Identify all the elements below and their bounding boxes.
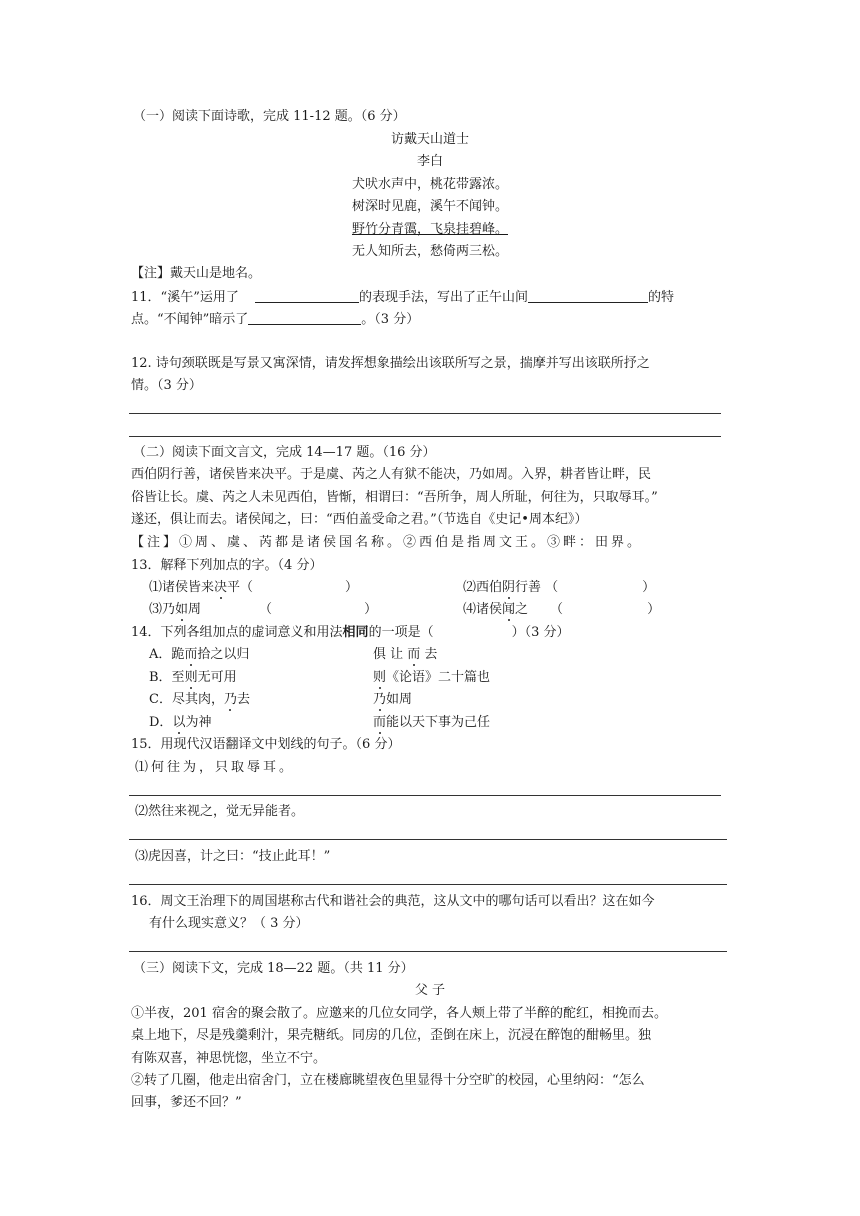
question-13-title: 13．解释下列加点的字。（4 分） [131,558,323,573]
section-one-heading: （一）阅读下面诗歌，完成 11-12 题。（6 分） [133,109,406,124]
q15-sentence-2: ⑵然往来视之，觉无异能者。 [135,804,305,819]
q13-text: ⑷诸侯 [463,602,503,617]
q11-text: 的特 [648,290,675,305]
q11-text: 。（3 分） [361,312,420,327]
question-12-line1: 12. 诗句颈联既是写景又寓深情，请发挥想象描绘出该联所写之景，揣摩并写出该联所抒之 [131,356,650,371]
answer-blank[interactable] [248,310,361,325]
question-12-line2: 情。（3 分） [131,378,202,393]
q13-text: （ [259,602,273,617]
question-15-title: 15．用现代汉语翻译文中划线的句子。（6 分） [131,737,401,752]
answer-blank[interactable] [528,288,648,303]
q14-text: 如周 [386,692,413,707]
q14-text: 去 [236,692,250,707]
q14-text: ）（3 分） [511,625,570,640]
passage-line: 桌上地下，尽是残羹剩汁，果壳糖纸。同房的几位，歪倒在床上，沉浸在醉饱的酣畅里。独 [131,1028,652,1043]
q13-text: 之 [515,602,529,617]
q14-text: 能以天下事为己任 [386,715,491,730]
q13-text: ） [647,602,661,617]
section-three-heading: （三）阅读下文，完成 18—22 题。（共 11 分） [133,961,414,976]
dotted-char: 而 [184,647,198,662]
dotted-char: 闻 [502,602,516,617]
passage-note: 【注】①周、虞、芮都是诸侯国名称。②西伯是指周文王。③畔：田界。 [131,535,644,550]
passage-line: 俗皆让长。虞、芮之人未见西伯，皆惭，相谓曰：“吾所争，周人所耻，何往为，只取辱耳。” [131,490,658,505]
question-11-line2 [131,310,419,329]
q14-option-a-pair [373,646,437,664]
q13-item-2 [463,579,655,597]
q13-text: ⑶乃 [149,602,176,617]
dotted-char: 乃 [223,692,237,707]
passage-line: 遂还，俱让而去。诸侯闻之，曰：“西伯盖受命之君。”（节选自《史记•周本纪》） [131,512,588,527]
q14-emphasis: 相同 [342,625,369,640]
q13-text: 周 [188,602,202,617]
q14-option-d-pair [373,714,490,732]
dotted-char: 乃 [373,692,387,707]
q11-text: 11．“溪午”运用了 [131,290,239,305]
q15-sentence-3: ⑶虎因喜，计之曰：“技止此耳！” [135,849,331,864]
q13-text: ） [642,580,656,595]
q14-option-c-pair [373,691,412,709]
answer-line[interactable] [129,795,721,796]
q14-text: 《论语》二十篇也 [386,670,491,685]
q13-text: ⑴诸侯皆来 [149,580,215,595]
q14-text: 的一项是（ [368,625,434,640]
section-two-heading: （二）阅读下面文言文，完成 14—17 题。（16 分） [133,445,436,460]
q14-option-c [149,691,250,709]
dotted-char: 而 [407,647,421,662]
q14-text: 14．下列各组加点的虚词意义和用法 [131,625,343,640]
dotted-char: 如 [175,602,189,617]
q13-text: 行善 （ [515,580,559,595]
q14-option-a [149,646,249,664]
passage-line: ①半夜，201 宿舍的聚会散了。应邀来的几位女同学，各人颊上带了半醉的酡红，相挽而去。 [131,1006,667,1021]
dotted-char: 以 [172,715,186,730]
answer-line[interactable] [129,884,727,885]
q14-option-d [149,714,211,732]
answer-line[interactable] [129,413,721,414]
poem-line: 无人知所去，愁倚两三松。 [351,244,508,259]
poem-author: 李白 [416,154,443,169]
dotted-char: 而 [373,715,387,730]
question-16-line2: 有什么现实意义？（ 3 分） [149,916,309,931]
answer-line[interactable] [129,951,727,952]
q13-text: ） [345,580,359,595]
q13-item-3 [149,601,377,619]
poem-line: 犬吠水声中，桃花带露浓。 [351,177,508,192]
q13-text: （ [550,602,564,617]
q14-text: 为神 [185,715,212,730]
answer-line[interactable] [129,839,727,840]
dotted-char: 决 [214,580,228,595]
poem-line-underlined: 野竹分青霭，飞泉挂碧峰。 [351,222,508,237]
poem-line [0,221,860,239]
question-16-line1: 16．周文王治理下的周国堪称古代和谐社会的典范，这从文中的哪句话可以看出？这在如今 [131,894,655,909]
q14-text: D． [149,715,173,730]
q13-text: ⑵西伯 [463,580,503,595]
q13-text: 平（ [227,580,254,595]
q13-item-4 [463,601,660,619]
question-11-line1 [131,288,674,307]
answer-line[interactable] [129,436,721,437]
q14-text: 无可用 [197,670,237,685]
poem-title: 访戴天山道士 [390,132,469,147]
passage-line: 有陈双喜，神思恍惚，坐立不宁。 [131,1051,327,1066]
passage-line: 回事，爹还不回？” [131,1095,242,1110]
q14-text: 拾之以归 [197,647,250,662]
q13-item-1 [149,579,358,597]
q14-option-b [149,669,237,687]
q14-option-b-pair [373,669,490,687]
dotted-char: 阴 [502,580,516,595]
q11-text: 的表现手法，写出了正午山间 [358,290,528,305]
question-14-title [131,624,569,642]
passage-line: 西伯阴行善，诸侯皆来决平。于是虞、芮之人有狱不能决，乃如周。入界，耕者皆让畔，民 [131,467,652,482]
q14-text: C．尽其肉， [149,692,224,707]
q13-text: ） [364,602,378,617]
q14-text: A．跪 [149,647,185,662]
q14-text: B．至 [149,670,185,685]
q11-text: 点。“不闻钟”暗示了 [131,312,249,327]
q14-text: 俱 让 [373,647,408,662]
q15-sentence-1: ⑴何往为，只取辱耳。 [135,760,296,775]
answer-blank[interactable] [255,288,359,303]
dotted-char: 则 [373,670,387,685]
poem-line: 树深时见鹿，溪午不闻钟。 [351,199,508,214]
passage-line: ②转了几圈，他走出宿舍门，立在楼廊眺望夜色里显得十分空旷的校园，心里纳闷：“怎么 [131,1073,645,1088]
q14-text: 去 [420,647,438,662]
passage-title: 父 子 [414,983,446,998]
dotted-char: 则 [184,670,198,685]
poem-note: 【注】戴天山是地名。 [131,266,262,281]
